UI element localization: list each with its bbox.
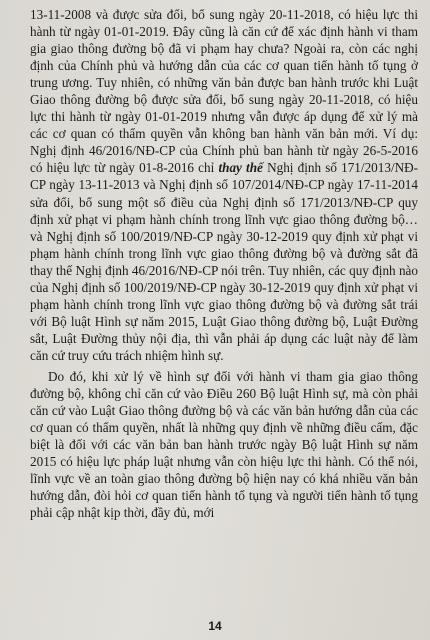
paragraph-2: Do đó, khi xử lý về hình sự đối với hành vi tham gia giao thông đường bộ, không chỉ căn cứ vào Điều 260 Bộ luật Hình sự, mà còn phải căn cứ vào Luật Giao thông đường bộ và các văn bản hướng dẫn của các cơ quan có thẩm quyền, nhất là những quy định về những điều cấm, đặc biệt là đối với các văn bản ban hành trước ngày Bộ luật Hình sự năm 2015 có hiệu lực pháp luật nhưng vẫn còn hiệu lực thi hành. Có thể nói, lĩnh vực về an toàn giao thông đường bộ hiện nay có khá nhiều văn bản hướng dẫn, đòi hỏi cơ quan tiến hành tố tụng và người tiến hành tố tụng phải cập nhật kịp thời, đầy đủ, mới	[30, 368, 418, 521]
paragraph-1	[30, 6, 418, 364]
body-text	[30, 6, 418, 521]
page-number: 14	[208, 619, 222, 633]
emphasized-phrase: thay thế	[218, 160, 263, 176]
paragraph-1-text-before: 13-11-2008 và được sửa đổi, bổ sung ngày 20-11-2018, có hiệu lực thi hành từ ngày 01-01-2019. Đây cũng là căn cứ để xác định hành vi tham gia giao thông đường bộ đã vi phạm hay chưa? Ngoài ra, còn các nghị định của Chính phủ và hướng dẫn của các cơ quan tiến hành tố tụng ở trung ương. Tuy nhiên, có những văn bản được ban hành trước khi Luật Giao thông đường bộ được sửa đổi, bổ sung ngày 20-11-2018, có hiệu lực thi hành từ ngày 01-01-2019 nhưng vẫn được áp dụng để xử lý mà các cơ quan có thẩm quyền vẫn không ban hành văn bản mới. Ví dụ: Nghị định 46/2016/NĐ-CP của Chính phủ ban hành từ ngày 26-5-2016 có hiệu lực từ ngày 01-8-2016 chỉ	[30, 7, 418, 176]
paragraph-1-text-after: Nghị định số 171/2013/NĐ-CP ngày 13-11-2013 và Nghị định số 107/2014/NĐ-CP ngày 17-11-2014 sửa đổi, bổ sung một số điều của Nghị định số 171/2013/NĐ-CP quy định xử phạt vi phạm hành chính trong lĩnh vực giao thông đường bộ… và Nghị định số 100/2019/NĐ-CP ngày 30-12-2019 quy định xử phạt vi phạm hành chính trong lĩnh vực giao thông đường bộ và đường sắt đã thay thế Nghị định 46/2016/NĐ-CP nói trên. Tuy nhiên, các quy định nào của Nghị định số 100/2019/NĐ-CP ngày 30-12-2019 quy định xử phạt vi phạm hành chính trong lĩnh vực giao thông đường bộ và đường sắt trái với Bộ luật Hình sự năm 2015, Luật Giao thông đường bộ, Luật Đường sắt, Luật Đường thủy nội địa, thì vẫn phải áp dụng các luật này để làm căn cứ truy cứu trách nhiệm hình sự.	[30, 160, 419, 363]
